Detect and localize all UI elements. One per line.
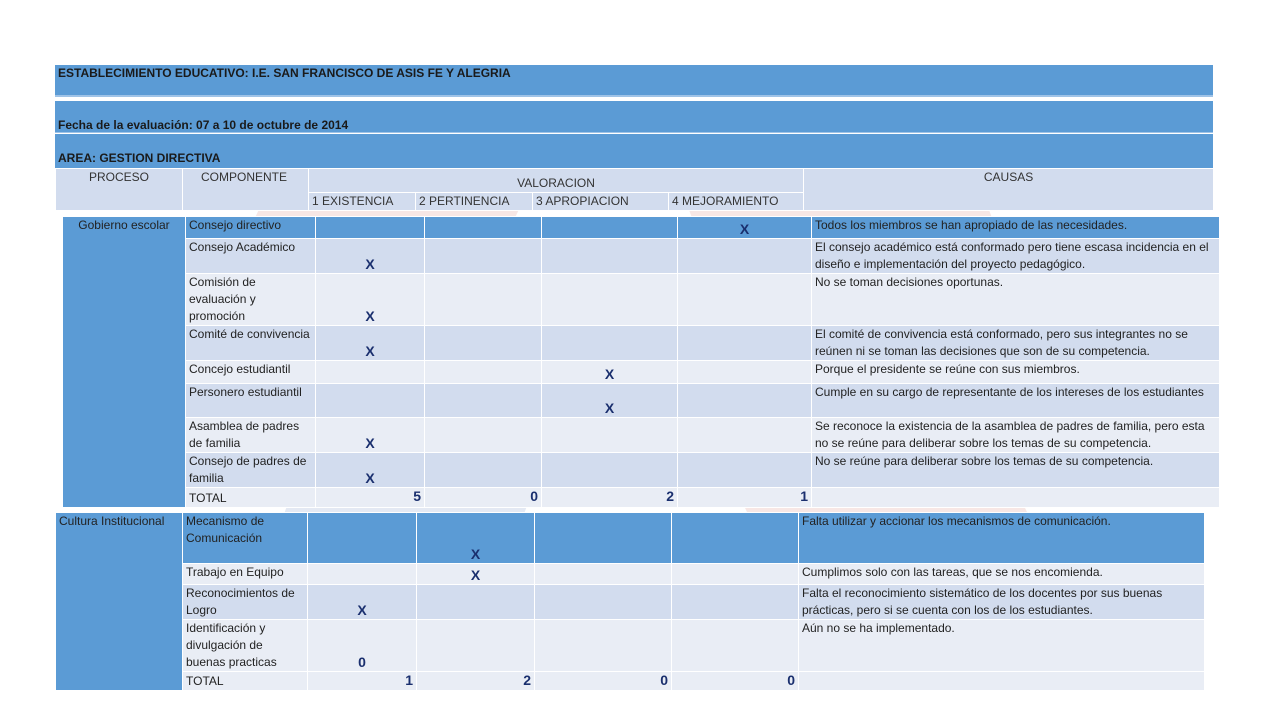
table-row xyxy=(56,513,1205,564)
valoracion-mark-cell xyxy=(425,453,542,488)
componente-cell: Consejo directivo xyxy=(186,217,316,239)
valoracion-mark-cell: X xyxy=(417,513,535,564)
total-value: 2 xyxy=(542,488,678,508)
valoracion-mark-cell xyxy=(316,361,425,384)
valoracion-mark-cell xyxy=(425,217,542,239)
causa-cell: Falta el reconocimiento sistemático de los docentes por sus buenas prácticas, pero si se cuenta con los de los estudiantes. xyxy=(799,585,1205,620)
valoracion-mark-cell: X xyxy=(678,217,812,239)
valoracion-mark-cell xyxy=(417,585,535,620)
valoracion-mark-cell: X xyxy=(316,418,425,453)
valoracion-mark-cell xyxy=(542,453,678,488)
componente-cell: Mecanismo de Comunicación xyxy=(183,513,308,564)
valoracion-mark-cell xyxy=(678,326,812,361)
total-empty-cell xyxy=(812,488,1220,508)
establecimiento-text: ESTABLECIMIENTO EDUCATIVO: I.E. SAN FRANCISCO DE ASIS FE Y ALEGRIA xyxy=(58,66,511,80)
proceso-cell: Gobierno escolar xyxy=(63,217,186,508)
componente-cell: Consejo Académico xyxy=(186,239,316,274)
componente-cell: Trabajo en Equipo xyxy=(183,564,308,585)
valoracion-mark-cell xyxy=(425,326,542,361)
causa-cell: Cumple en su cargo de representante de los intereses de los estudiantes xyxy=(812,384,1220,418)
cultura-institucional-table xyxy=(55,512,1205,691)
componente-cell: Identificación y divulgación de buenas practicas xyxy=(183,620,308,672)
valoracion-mark-cell xyxy=(535,513,672,564)
componente-cell: Comité de convivencia xyxy=(186,326,316,361)
valoracion-mark-cell: X xyxy=(542,384,678,418)
causa-cell: El comité de convivencia está conformado, pero sus integrantes no se reúnen ni se toman las decisiones que son de su competencia. xyxy=(812,326,1220,361)
total-value: 0 xyxy=(535,672,672,691)
valoracion-mark-cell xyxy=(542,239,678,274)
valoracion-mark-cell xyxy=(308,513,417,564)
valoracion-mark-cell: X xyxy=(417,564,535,585)
valoracion-mark-cell: X xyxy=(316,326,425,361)
valoracion-mark-cell xyxy=(316,217,425,239)
total-value: 0 xyxy=(672,672,799,691)
valoracion-mark-cell xyxy=(425,361,542,384)
causa-cell: Cumplimos solo con las tareas, que se nos encomienda. xyxy=(799,564,1205,585)
header-componente: COMPONENTE xyxy=(183,169,309,211)
header-level-1: 1 EXISTENCIA xyxy=(309,193,416,211)
valoracion-mark-cell: 0 xyxy=(308,620,417,672)
valoracion-mark-cell xyxy=(535,585,672,620)
valoracion-mark-cell xyxy=(672,513,799,564)
valoracion-mark-cell: X xyxy=(308,585,417,620)
valoracion-mark-cell xyxy=(425,418,542,453)
valoracion-mark-cell xyxy=(535,564,672,585)
table-row xyxy=(63,418,1220,453)
valoracion-mark-cell xyxy=(542,217,678,239)
causa-cell: Falta utilizar y accionar los mecanismos de comunicación. xyxy=(799,513,1205,564)
valoracion-mark-cell xyxy=(672,585,799,620)
table-row xyxy=(63,239,1220,274)
header-level-2: 2 PERTINENCIA xyxy=(416,193,533,211)
header-level-4: 4 MEJORAMIENTO xyxy=(669,193,804,211)
valoracion-mark-cell xyxy=(425,274,542,326)
total-row xyxy=(56,672,1205,691)
causa-cell: Porque el presidente se reúne con sus miembros. xyxy=(812,361,1220,384)
table-row xyxy=(63,453,1220,488)
causa-cell: Aún no se ha implementado. xyxy=(799,620,1205,672)
table-row xyxy=(63,217,1220,239)
total-row xyxy=(63,488,1220,508)
header-level-3: 3 APROPIACION xyxy=(533,193,669,211)
total-value: 1 xyxy=(678,488,812,508)
valoracion-mark-cell xyxy=(678,274,812,326)
total-value: 2 xyxy=(417,672,535,691)
valoracion-mark-cell xyxy=(672,620,799,672)
causa-cell: El consejo académico está conformado pero tiene escasa incidencia en el diseño e implementación del proyecto pedagógico. xyxy=(812,239,1220,274)
valoracion-mark-cell xyxy=(678,418,812,453)
valoracion-mark-cell xyxy=(535,620,672,672)
componente-cell: Reconocimientos de Logro xyxy=(183,585,308,620)
header-valoracion: VALORACION xyxy=(309,169,804,193)
valoracion-mark-cell xyxy=(542,326,678,361)
componente-cell: Asamblea de padres de familia xyxy=(186,418,316,453)
table-row xyxy=(56,564,1205,585)
total-label: TOTAL xyxy=(183,672,308,691)
fecha-text: Fecha de la evaluación: 07 a 10 de octubre de 2014 xyxy=(58,118,349,132)
valoracion-mark-cell: X xyxy=(316,274,425,326)
area-text: AREA: GESTION DIRECTIVA xyxy=(58,151,221,165)
componente-cell: Consejo de padres de familia xyxy=(186,453,316,488)
area-banner xyxy=(55,134,1213,168)
table-row xyxy=(56,585,1205,620)
total-value: 0 xyxy=(425,488,542,508)
valoracion-mark-cell xyxy=(672,564,799,585)
establecimiento-banner xyxy=(55,65,1213,97)
causa-cell: Se reconoce la existencia de la asamblea de padres de familia, pero esta no se reúne para deliberar sobre los temas de su competencia. xyxy=(812,418,1220,453)
table-row xyxy=(63,384,1220,418)
valoracion-mark-cell xyxy=(417,620,535,672)
header-table xyxy=(55,168,1214,211)
causa-cell: Todos los miembros se han apropiado de las necesidades. xyxy=(812,217,1220,239)
total-value: 5 xyxy=(316,488,425,508)
table-row xyxy=(63,361,1220,384)
valoracion-mark-cell xyxy=(678,384,812,418)
gobierno-escolar-table xyxy=(62,216,1220,508)
valoracion-mark-cell xyxy=(308,564,417,585)
table-row xyxy=(56,620,1205,672)
valoracion-mark-cell xyxy=(425,384,542,418)
causa-cell: No se toman decisiones oportunas. xyxy=(812,274,1220,326)
valoracion-mark-cell xyxy=(316,384,425,418)
valoracion-mark-cell xyxy=(542,274,678,326)
valoracion-mark-cell xyxy=(542,418,678,453)
header-causas: CAUSAS xyxy=(804,169,1214,211)
proceso-cell: Cultura Institucional xyxy=(56,513,183,691)
total-empty-cell xyxy=(799,672,1205,691)
valoracion-mark-cell xyxy=(678,239,812,274)
componente-cell: Personero estudiantil xyxy=(186,384,316,418)
componente-cell: Concejo estudiantil xyxy=(186,361,316,384)
causa-cell: No se reúne para deliberar sobre los temas de su competencia. xyxy=(812,453,1220,488)
table-row xyxy=(63,274,1220,326)
valoracion-mark-cell xyxy=(678,453,812,488)
valoracion-mark-cell: X xyxy=(316,239,425,274)
valoracion-mark-cell xyxy=(678,361,812,384)
table-row xyxy=(63,326,1220,361)
valoracion-mark-cell: X xyxy=(316,453,425,488)
total-label: TOTAL xyxy=(186,488,316,508)
header-proceso: PROCESO xyxy=(56,169,183,211)
valoracion-mark-cell: X xyxy=(542,361,678,384)
componente-cell: Comisión de evaluación y promoción xyxy=(186,274,316,326)
fecha-banner xyxy=(55,101,1213,133)
total-value: 1 xyxy=(308,672,417,691)
valoracion-mark-cell xyxy=(425,239,542,274)
